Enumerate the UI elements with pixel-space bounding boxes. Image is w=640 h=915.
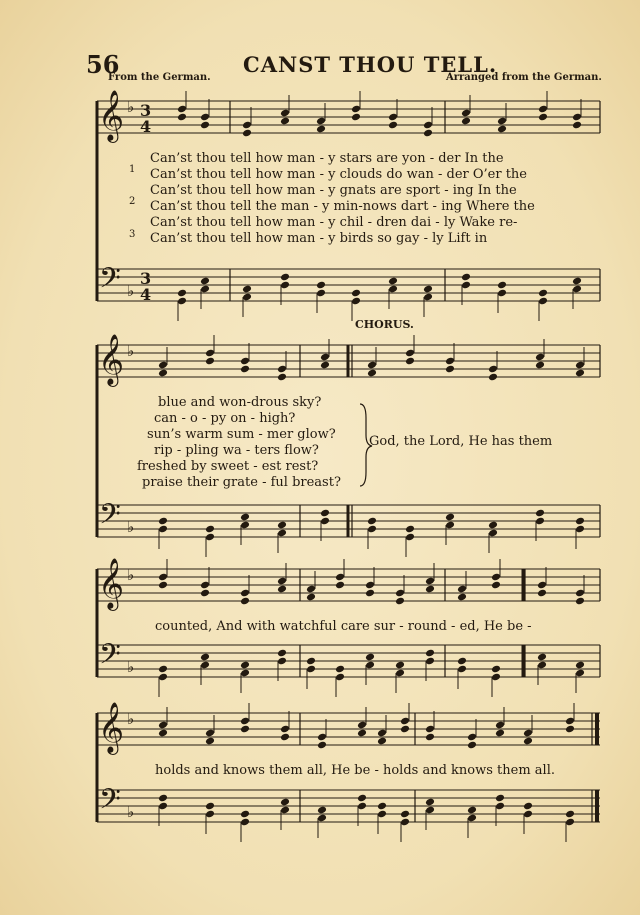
- verse-number: 2: [129, 196, 136, 207]
- note-head: [461, 273, 471, 282]
- verse-continuation: can - o - py on - high?: [154, 411, 296, 426]
- note-head: [367, 369, 377, 378]
- note-head: [158, 581, 168, 590]
- note-head: [200, 589, 210, 598]
- note-head: [317, 806, 327, 815]
- note-head: [277, 585, 287, 594]
- bass-clef-icon: 𝄢: [99, 498, 121, 538]
- note-head: [565, 810, 575, 819]
- note-head: [575, 597, 585, 606]
- note-head: [158, 517, 168, 526]
- composer-credit: From the German.: [108, 72, 211, 83]
- flat-key-signature-icon: ♭: [127, 658, 135, 676]
- verse-line: Can’st thou tell how man - y chil - dren dai - ly Wake re-: [150, 215, 518, 230]
- note-head: [158, 369, 168, 378]
- note-head: [280, 798, 290, 807]
- verse-continuation: praise their grate - ful breast?: [142, 475, 341, 490]
- note-head: [306, 593, 316, 602]
- note-head: [497, 281, 507, 290]
- verse-line: Can’st thou tell how man - y birds so gay - ly Lift in: [150, 231, 488, 246]
- note-head: [565, 725, 575, 734]
- verse-line: Can’st thou tell how man - y clouds do wan - der O’er the: [150, 167, 527, 182]
- note-head: [158, 794, 168, 803]
- note-head: [445, 513, 455, 522]
- note-head: [158, 729, 168, 738]
- note-head: [488, 373, 498, 382]
- note-head: [445, 365, 455, 374]
- flat-key-signature-icon: ♭: [127, 282, 135, 300]
- note-head: [400, 810, 410, 819]
- note-head: [158, 665, 168, 674]
- treble-clef-icon: 𝄞: [98, 702, 125, 753]
- time-signature-numerator: 3: [140, 269, 152, 288]
- note-head: [335, 665, 345, 674]
- flat-key-signature-icon: ♭: [127, 566, 135, 584]
- bass-clef-icon: 𝄢: [99, 638, 121, 678]
- note-head: [457, 657, 467, 666]
- note-head: [240, 810, 250, 819]
- note-head: [537, 589, 547, 598]
- note-head: [388, 277, 398, 286]
- note-head: [277, 649, 287, 658]
- note-head: [495, 729, 505, 738]
- note-head: [280, 117, 290, 126]
- note-head: [205, 357, 215, 366]
- arranger-credit: Arranged from the German.: [446, 72, 602, 83]
- note-head: [280, 273, 290, 282]
- note-head: [377, 737, 387, 746]
- note-head: [423, 285, 433, 294]
- note-head: [395, 597, 405, 606]
- note-head: [200, 277, 210, 286]
- note-head: [316, 281, 326, 290]
- note-head: [205, 525, 215, 534]
- note-head: [205, 737, 215, 746]
- note-head: [405, 357, 415, 366]
- note-head: [538, 289, 548, 298]
- note-head: [242, 129, 252, 138]
- note-head: [497, 125, 507, 134]
- time-signature-numerator: 3: [140, 101, 152, 120]
- note-head: [425, 649, 435, 658]
- note-head: [537, 653, 547, 662]
- note-head: [177, 113, 187, 122]
- note-head: [467, 741, 477, 750]
- note-head: [423, 129, 433, 138]
- page-number: 56: [86, 50, 120, 79]
- note-head: [388, 121, 398, 130]
- note-head: [177, 289, 187, 298]
- verse-line: Can’st thou tell the man - y min-nows dart - ing Where the: [150, 199, 535, 214]
- system4-lyrics: holds and knows them all, He be - holds and knows them all.: [155, 763, 555, 778]
- note-head: [377, 802, 387, 811]
- note-head: [351, 289, 361, 298]
- note-head: [535, 361, 545, 370]
- note-head: [240, 597, 250, 606]
- note-head: [316, 125, 326, 134]
- verse-line: Can’st thou tell how man - y gnats are sport - ing In the: [150, 183, 517, 198]
- note-head: [491, 581, 501, 590]
- note-head: [491, 665, 501, 674]
- treble-clef-icon: 𝄞: [98, 334, 125, 385]
- time-signature-denominator: 4: [140, 117, 152, 136]
- note-head: [572, 277, 582, 286]
- note-head: [405, 525, 415, 534]
- note-head: [335, 581, 345, 590]
- note-head: [277, 521, 287, 530]
- note-head: [575, 661, 585, 670]
- note-head: [240, 513, 250, 522]
- note-head: [240, 661, 250, 670]
- note-head: [495, 794, 505, 803]
- flat-key-signature-icon: ♭: [127, 710, 135, 728]
- flat-key-signature-icon: ♭: [127, 98, 135, 116]
- treble-clef-icon: 𝄞: [98, 558, 125, 609]
- note-head: [457, 593, 467, 602]
- verse-continuation: rip - pling wa - ters flow?: [154, 443, 319, 458]
- note-head: [425, 798, 435, 807]
- note-head: [200, 121, 210, 130]
- note-head: [306, 657, 316, 666]
- note-head: [240, 725, 250, 734]
- flat-key-signature-icon: ♭: [127, 342, 135, 360]
- note-head: [425, 585, 435, 594]
- note-head: [523, 737, 533, 746]
- verse-continuation: blue and won-drous sky?: [158, 395, 322, 410]
- chorus-lyrics: God, the Lord, He has them: [369, 434, 553, 449]
- flat-key-signature-icon: ♭: [127, 803, 135, 821]
- note-head: [575, 369, 585, 378]
- note-head: [538, 113, 548, 122]
- note-head: [205, 802, 215, 811]
- flat-key-signature-icon: ♭: [127, 518, 135, 536]
- note-head: [488, 521, 498, 530]
- note-head: [351, 113, 361, 122]
- note-head: [357, 794, 367, 803]
- note-head: [280, 733, 290, 742]
- note-head: [365, 589, 375, 598]
- verse-continuation: sun’s warm sum - mer glow?: [147, 427, 336, 442]
- note-head: [461, 117, 471, 126]
- note-head: [320, 509, 330, 518]
- note-head: [277, 373, 287, 382]
- note-head: [317, 741, 327, 750]
- verse-number: 3: [129, 229, 136, 240]
- verse-line: Can’st thou tell how man - y stars are yon - der In the: [150, 151, 504, 166]
- note-head: [320, 361, 330, 370]
- note-head: [400, 725, 410, 734]
- time-signature-denominator: 4: [140, 285, 152, 304]
- bass-clef-icon: 𝄢: [99, 783, 121, 823]
- note-head: [467, 806, 477, 815]
- hymn-title: CANST THOU TELL.: [243, 52, 498, 77]
- note-head: [572, 121, 582, 130]
- note-head: [425, 733, 435, 742]
- treble-clef-icon: 𝄞: [98, 90, 125, 141]
- verse-continuation: freshed by sweet - est rest?: [137, 459, 319, 474]
- note-head: [535, 509, 545, 518]
- note-head: [365, 653, 375, 662]
- note-head: [523, 802, 533, 811]
- chorus-label: CHORUS.: [355, 318, 414, 331]
- note-head: [240, 365, 250, 374]
- note-head: [575, 517, 585, 526]
- note-head: [200, 653, 210, 662]
- verse-number: 1: [129, 164, 136, 175]
- note-head: [395, 661, 405, 670]
- bass-clef-icon: 𝄢: [99, 262, 121, 302]
- note-head: [242, 285, 252, 294]
- note-head: [367, 517, 377, 526]
- note-head: [357, 729, 367, 738]
- system3-lyrics: counted, And with watchful care sur - round - ed, He be -: [155, 619, 532, 634]
